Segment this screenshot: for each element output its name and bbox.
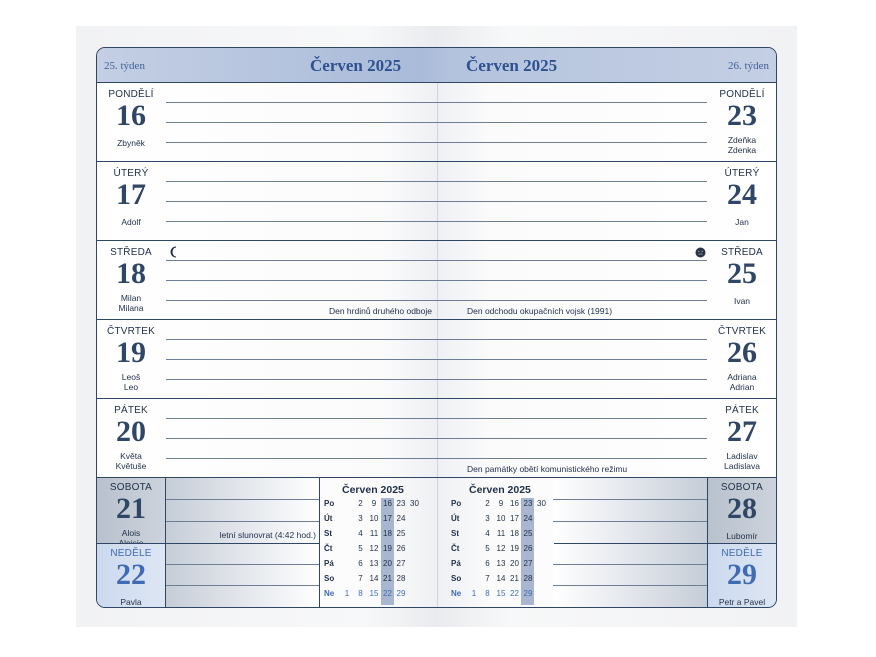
- day-label-left: [97, 399, 165, 477]
- weekday-abbr: St: [451, 529, 459, 538]
- weekday-abbr: Ne: [324, 589, 335, 598]
- day-label-left: [97, 162, 165, 240]
- event-wed-left: Den hrdinů druhého odboje: [328, 306, 432, 316]
- event-fri-right: Den památky obětí komunistického režimu: [467, 464, 628, 474]
- month-title-left: Červen 2025: [310, 56, 402, 75]
- mini-calendar-row: [447, 559, 557, 574]
- day-label-right: [708, 162, 776, 240]
- calendar-date: 9: [498, 499, 504, 508]
- day-number: 23: [727, 99, 757, 132]
- calendar-date: 12: [369, 544, 379, 553]
- name-day: Alois: [121, 528, 141, 538]
- name-day: Adolf: [121, 217, 141, 227]
- calendar-date: 16: [383, 499, 392, 508]
- day-number: 24: [727, 178, 757, 211]
- day-label-right: [708, 241, 776, 319]
- calendar-date: 24: [523, 514, 533, 523]
- calendar-date: 30: [410, 499, 419, 508]
- day-number: 26: [727, 336, 757, 369]
- note-lines[interactable]: [166, 83, 707, 161]
- weekday-abbr: Čt: [324, 544, 333, 553]
- calendar-date: 12: [496, 544, 506, 553]
- mini-calendar-row: [447, 529, 557, 544]
- calendar-date: 1: [344, 589, 350, 598]
- day-name: ČTVRTEK: [718, 326, 766, 337]
- name-days: [97, 451, 165, 471]
- calendar-date: 17: [510, 514, 519, 523]
- note-lines[interactable]: [166, 241, 707, 319]
- calendar-date: 16: [510, 499, 519, 508]
- weekend-right: [554, 478, 776, 607]
- day-number: 16: [116, 99, 146, 132]
- weekday-abbr: Čt: [451, 544, 460, 553]
- name-days: [97, 138, 165, 148]
- name-day: Květuše: [115, 461, 147, 471]
- calendar-date: 2: [358, 499, 363, 508]
- mini-calendar-row: [320, 559, 430, 574]
- calendar-date: 29: [396, 589, 406, 598]
- calendar-date: 23: [396, 499, 406, 508]
- note-lines[interactable]: [166, 162, 707, 240]
- new-moon-icon: [695, 247, 706, 258]
- calendar-date: 30: [537, 499, 546, 508]
- calendar-date: 28: [523, 574, 533, 583]
- event-wed-right: Den odchodu okupačních vojsk (1991): [467, 306, 613, 316]
- name-day: Ladislav: [726, 451, 758, 461]
- calendar-date: 4: [358, 529, 363, 538]
- mini-calendar-left: [320, 478, 430, 607]
- calendar-date: 19: [383, 544, 392, 553]
- calendar-date: 19: [510, 544, 519, 553]
- weekday-abbr: So: [451, 574, 462, 583]
- calendar-date: 14: [496, 574, 506, 583]
- day-name: PÁTEK: [725, 405, 759, 416]
- day-name: ÚTERÝ: [113, 168, 149, 179]
- spread-header: [97, 48, 776, 83]
- name-day: Ladislava: [724, 461, 760, 471]
- day-name: PÁTEK: [114, 405, 148, 416]
- calendar-date: 2: [485, 499, 490, 508]
- day-number: 27: [727, 415, 757, 448]
- day-name: NEDĚLE: [721, 548, 763, 559]
- day-name: PONDĚLÍ: [719, 89, 765, 100]
- weekday-abbr: Út: [451, 514, 460, 523]
- day-name: STŘEDA: [721, 247, 763, 258]
- day-number: 17: [116, 178, 146, 211]
- name-day: Jan: [735, 217, 749, 227]
- day-number: 20: [116, 415, 146, 448]
- calendar-date: 15: [369, 589, 379, 598]
- mini-calendar-row: [320, 499, 430, 514]
- calendar-date: 5: [485, 544, 490, 553]
- name-days: [708, 135, 776, 155]
- mini-calendar-row: [447, 574, 557, 589]
- calendar-date: 23: [523, 499, 533, 508]
- day-name: ÚTERÝ: [724, 168, 760, 179]
- calendar-date: 24: [396, 514, 406, 523]
- mini-calendar-row: [320, 544, 430, 559]
- mini-calendar-row: [320, 529, 430, 544]
- calendar-date: 18: [383, 529, 392, 538]
- calendar-date: 22: [383, 589, 392, 598]
- weekday-abbr: St: [324, 529, 332, 538]
- mini-calendar-row: [447, 544, 557, 559]
- calendar-date: 11: [369, 529, 379, 538]
- calendar-date: 21: [510, 574, 519, 583]
- name-day: Milana: [118, 303, 144, 313]
- name-days: [97, 293, 165, 313]
- day-name: PONDĚLÍ: [108, 89, 154, 100]
- day-label-left: [97, 241, 165, 319]
- day-sunday-right: [708, 544, 776, 607]
- mini-calendar-row: [320, 514, 430, 529]
- calendar-date: 7: [485, 574, 490, 583]
- weekend-left: [97, 478, 319, 607]
- weekday-abbr: Po: [324, 499, 335, 508]
- name-day: Adrian: [729, 382, 755, 392]
- calendar-date: 3: [358, 514, 363, 523]
- event-solstice: letní slunovrat (4:42 hod.): [219, 530, 316, 540]
- day-label-right: [708, 399, 776, 477]
- calendar-date: 27: [396, 559, 406, 568]
- day-saturday-right: [708, 478, 776, 543]
- calendar-date: 9: [371, 499, 377, 508]
- calendar-date: 17: [383, 514, 392, 523]
- calendar-date: 6: [358, 559, 363, 568]
- day-number: 21: [116, 492, 146, 525]
- calendar-date: 4: [485, 529, 490, 538]
- name-days: [97, 217, 165, 227]
- day-row: [97, 241, 776, 320]
- name-day: Zdenka: [727, 145, 757, 155]
- week-number-right: 26. týden: [728, 60, 769, 72]
- day-label-left: [97, 83, 165, 161]
- name-day: Zdeňka: [727, 135, 757, 145]
- day-name: SOBOTA: [720, 482, 764, 493]
- day-name: STŘEDA: [110, 247, 152, 258]
- day-name: ČTVRTEK: [107, 326, 155, 337]
- day-number: 22: [116, 558, 146, 591]
- calendar-date: 11: [496, 529, 506, 538]
- calendar-date: 13: [369, 559, 379, 568]
- calendar-date: 20: [383, 559, 392, 568]
- weekday-abbr: Út: [324, 514, 333, 523]
- day-row: [97, 399, 776, 478]
- weekday-abbr: Pá: [324, 559, 334, 568]
- calendar-date: 26: [396, 544, 406, 553]
- calendar-date: 8: [358, 589, 363, 598]
- calendar-date: 25: [396, 529, 406, 538]
- name-days: [708, 217, 776, 227]
- calendar-date: 15: [496, 589, 506, 598]
- weekday-abbr: Pá: [451, 559, 461, 568]
- name-day: Leoš: [121, 372, 141, 382]
- calendar-date: 13: [496, 559, 506, 568]
- name-day: Květa: [120, 451, 142, 461]
- day-number: 28: [727, 492, 757, 525]
- week-number-left: 25. týden: [104, 60, 145, 72]
- weekday-abbr: So: [324, 574, 335, 583]
- day-label-left: [97, 320, 165, 398]
- name-days: [708, 451, 776, 471]
- calendar-date: 7: [358, 574, 363, 583]
- calendar-date: 25: [523, 529, 533, 538]
- calendar-date: 27: [523, 559, 533, 568]
- name-days: [708, 296, 776, 306]
- day-number: 29: [727, 558, 757, 591]
- note-lines[interactable]: [166, 320, 707, 398]
- day-number: 25: [727, 257, 757, 290]
- name-days: [97, 372, 165, 392]
- name-day: Ivan: [733, 296, 751, 306]
- weekend-band: [97, 478, 776, 608]
- day-row: [97, 320, 776, 399]
- name-day: Adriana: [727, 372, 757, 382]
- name-day: Zbyněk: [117, 138, 145, 148]
- calendar-date: 21: [383, 574, 392, 583]
- name-day: Petr a Pavel: [718, 597, 766, 607]
- name-day: Lubomír: [726, 531, 758, 541]
- day-name: SOBOTA: [109, 482, 153, 493]
- day-number: 19: [116, 336, 146, 369]
- calendar-date: 18: [510, 529, 519, 538]
- crescent-moon-icon: [168, 246, 179, 258]
- mini-calendar-row: [447, 589, 557, 604]
- day-row: [97, 83, 776, 162]
- day-saturday-left: [97, 478, 165, 543]
- mini-calendar-right: [447, 478, 557, 607]
- mini-calendar-row: [320, 574, 430, 589]
- calendar-date: 6: [485, 559, 490, 568]
- month-title-right: Červen 2025: [466, 56, 558, 75]
- name-day: Leo: [123, 382, 139, 392]
- weekday-abbr: Ne: [451, 589, 462, 598]
- calendar-date: 28: [396, 574, 406, 583]
- name-day: Pavla: [120, 597, 142, 607]
- calendar-date: 3: [485, 514, 490, 523]
- weekday-abbr: Po: [451, 499, 462, 508]
- calendar-date: 20: [510, 559, 519, 568]
- calendar-date: 1: [471, 589, 477, 598]
- day-sunday-left: [97, 544, 165, 607]
- day-row: [97, 162, 776, 241]
- calendar-date: 26: [523, 544, 533, 553]
- name-days: [708, 372, 776, 392]
- day-label-right: [708, 320, 776, 398]
- day-number: 18: [116, 257, 146, 290]
- calendar-date: 14: [369, 574, 379, 583]
- mini-calendar-title: Červen 2025: [469, 484, 531, 496]
- mini-calendar-row: [447, 499, 557, 514]
- calendar-date: 29: [523, 589, 533, 598]
- calendar-date: 8: [485, 589, 490, 598]
- calendar-date: 5: [358, 544, 363, 553]
- week-spread: [96, 47, 777, 608]
- calendar-date: 22: [510, 589, 519, 598]
- mini-calendar-title: Červen 2025: [342, 484, 404, 496]
- name-day: Milan: [120, 293, 142, 303]
- day-name: NEDĚLE: [110, 548, 152, 559]
- calendar-date: 10: [369, 514, 379, 523]
- mini-calendar-row: [447, 514, 557, 529]
- day-label-right: [708, 83, 776, 161]
- calendar-date: 10: [496, 514, 506, 523]
- mini-calendar-row: [320, 589, 430, 604]
